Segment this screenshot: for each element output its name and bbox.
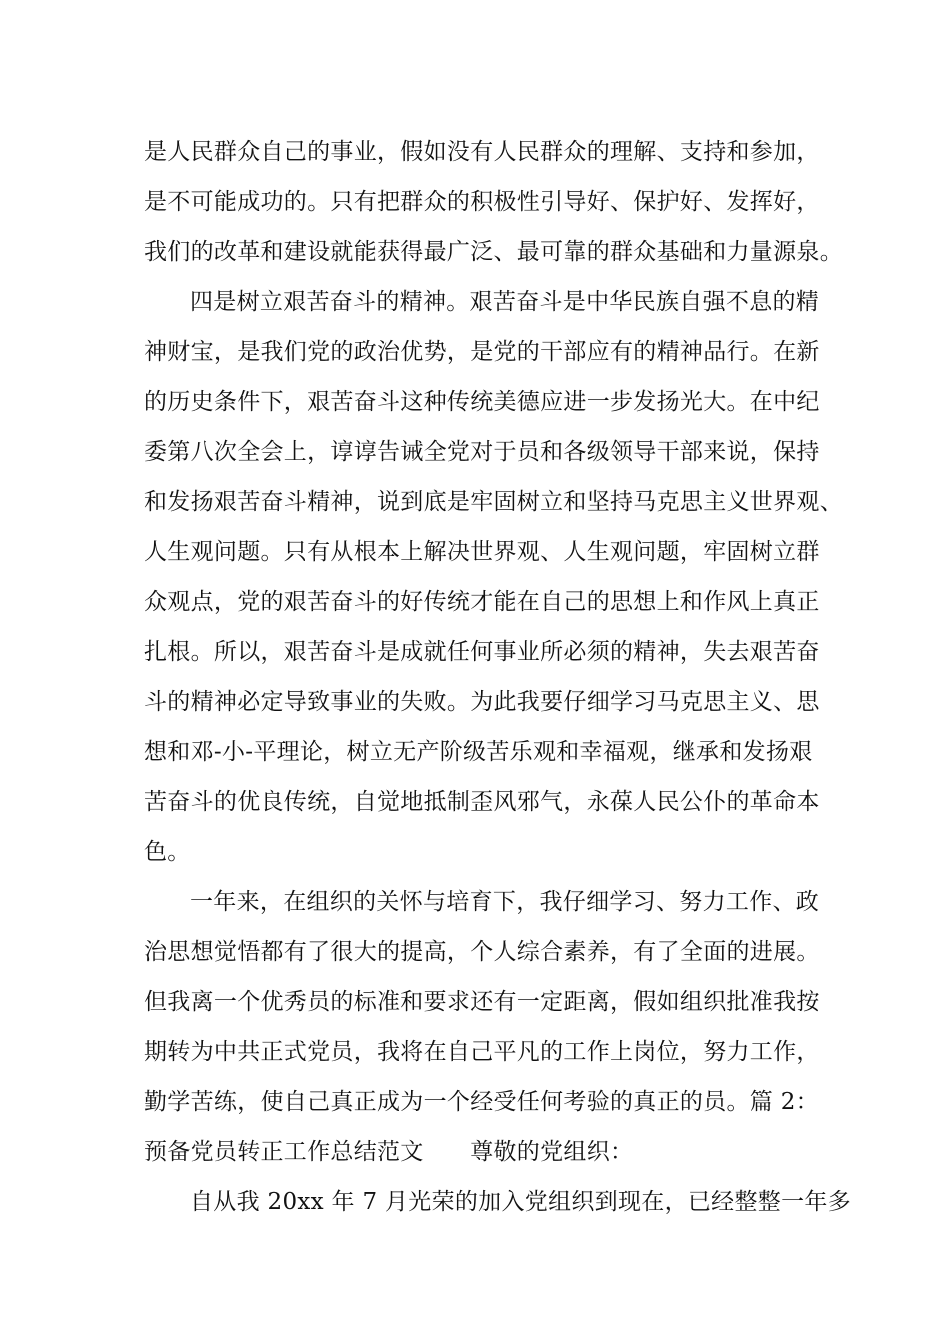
text-line: 我们的改革和建设就能获得最广泛、最可靠的群众基础和力量源泉。 bbox=[144, 239, 843, 265]
text-line: 和发扬艰苦奋斗精神，说到底是牢固树立和坚持马克思主义世界观、 bbox=[144, 489, 843, 515]
text-line: 众观点，党的艰苦奋斗的好传统才能在自己的思想上和作风上真正 bbox=[144, 589, 820, 615]
text-line: 人生观问题。只有从根本上解决世界观、人生观问题，牢固树立群 bbox=[144, 539, 820, 565]
text-line: 委第八次全会上，谆谆告诫全党对于员和各级领导干部来说，保持 bbox=[144, 439, 820, 465]
text-line: 苦奋斗的优良传统，自觉地抵制歪风邪气，永葆人民公仆的革命本 bbox=[144, 789, 820, 815]
text-line: 的历史条件下，艰苦奋斗这种传统美德应进一步发扬光大。在中纪 bbox=[144, 389, 820, 415]
text-line: 是人民群众自己的事业，假如没有人民群众的理解、支持和参加， bbox=[144, 139, 820, 165]
text-line: 是不可能成功的。只有把群众的积极性引导好、保护好、发挥好， bbox=[144, 189, 820, 215]
paragraph-start-line: 自从我 20xx 年 7 月光荣的加入党组织到现在，已经整整一年多 bbox=[190, 1189, 851, 1215]
text-line: 斗的精神必定导致事业的失败。为此我要仔细学习马克思主义、思 bbox=[144, 689, 820, 715]
paragraph-start-line: 四是树立艰苦奋斗的精神。艰苦奋斗是中华民族自强不息的精 bbox=[190, 289, 820, 315]
text-line: 神财宝，是我们党的政治优势，是党的干部应有的精神品行。在新 bbox=[144, 339, 820, 365]
text-line: 勤学苦练，使自己真正成为一个经受任何考验的真正的员。篇 2： bbox=[144, 1089, 819, 1115]
text-line: 治思想觉悟都有了很大的提高，个人综合素养，有了全面的进展。 bbox=[144, 939, 820, 965]
text-line: 预备党员转正工作总结范文 尊敬的党组织： bbox=[144, 1139, 634, 1165]
text-line: 色。 bbox=[144, 839, 191, 865]
text-line: 期转为中共正式党员，我将在自己平凡的工作上岗位，努力工作， bbox=[144, 1039, 820, 1065]
text-line: 但我离一个优秀员的标准和要求还有一定距离，假如组织批准我按 bbox=[144, 989, 820, 1015]
text-line: 想和邓-小-平理论，树立无产阶级苦乐观和幸福观，继承和发扬艰 bbox=[144, 739, 813, 765]
text-line: 扎根。所以，艰苦奋斗是成就任何事业所必须的精神，失去艰苦奋 bbox=[144, 639, 820, 665]
paragraph-start-line: 一年来，在组织的关怀与培育下，我仔细学习、努力工作、政 bbox=[190, 889, 820, 915]
